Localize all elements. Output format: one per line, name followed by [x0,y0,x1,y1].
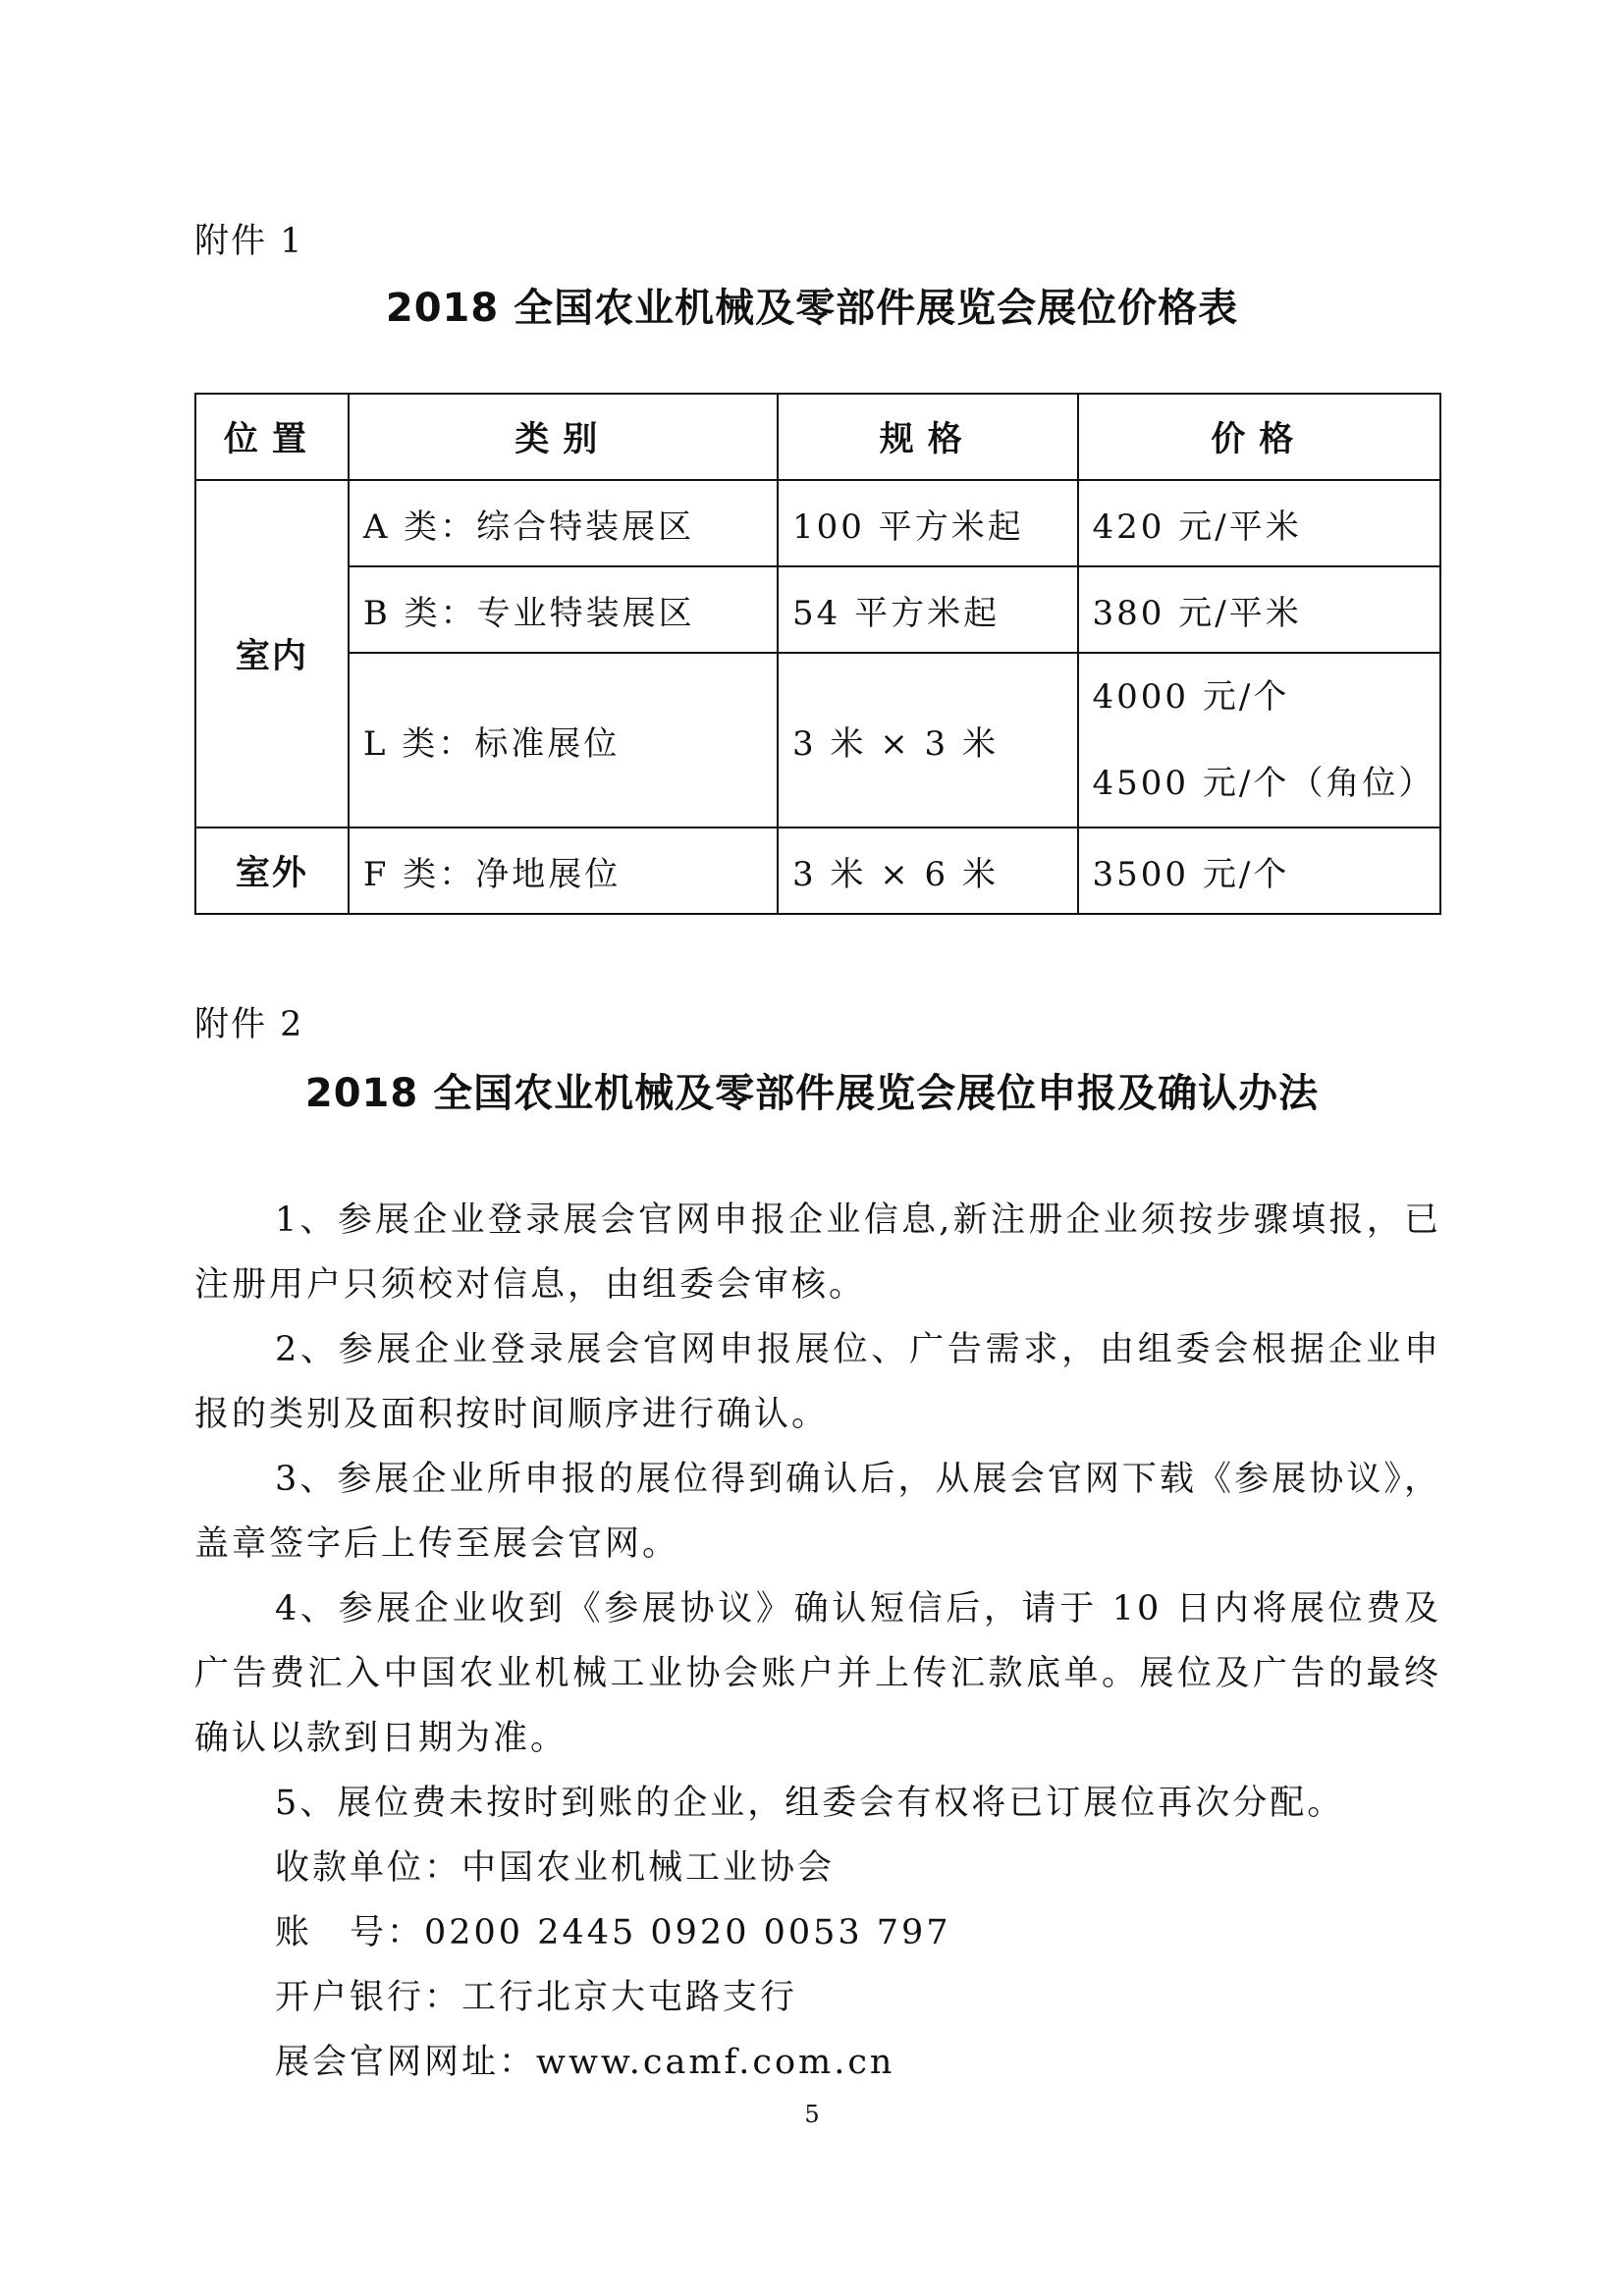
spec-cell: 3 米 × 3 米 [778,653,1078,828]
price-cell: 3500 元/个 [1078,828,1440,914]
attachment-2-label: 附件 2 [194,1005,304,1044]
price-corner: 4500 元/个（角位） [1092,764,1435,803]
procedure-body [194,1188,1441,2095]
header-category: 类别 [349,394,778,480]
rule-paragraph-5: 5、展位费未按时到账的企业，组委会有权将已订展位再次分配。 [275,1784,1345,1823]
price-table [194,393,1441,915]
website-line: 展会官网网址：www.camf.com.cn [275,2043,895,2082]
indoor-label: 室内 [195,480,349,828]
rule-paragraph-3: 3、参展企业所申报的展位得到确认后，从展会官网下载《参展协议》，盖章签字后上传至展会官网。 [194,1460,1441,1564]
bank-line: 开户银行：工行北京大屯路支行 [275,1978,798,2017]
category-cell: A 类：综合特装展区 [349,480,778,566]
price-cell: 380 元/平米 [1078,566,1440,653]
header-price: 价格 [1078,394,1440,480]
price-cell [1078,653,1440,828]
category-cell: B 类：专业特装展区 [349,566,778,653]
spec-cell: 3 米 × 6 米 [778,828,1078,914]
table-row [195,828,1440,914]
price-table-title: 2018 全国农业机械及零部件展览会展位价格表 [385,286,1239,331]
spec-cell: 100 平方米起 [778,480,1078,566]
page-number: 5 [804,2101,820,2128]
outdoor-label: 室外 [195,828,349,914]
rule-paragraph-2: 2、参展企业登录展会官网申报展位、广告需求，由组委会根据企业申报的类别及面积按时间顺序进行确认。 [194,1330,1441,1434]
header-spec: 规格 [778,394,1078,480]
table-row [195,566,1440,653]
table-header-row [195,394,1440,480]
account-line: 账 号：0200 2445 0920 0053 797 [275,1913,951,1952]
attachment-1-label: 附件 1 [194,222,304,261]
spec-cell: 54 平方米起 [778,566,1078,653]
procedure-title: 2018 全国农业机械及零部件展览会展位申报及确认办法 [304,1071,1320,1116]
rule-paragraph-4: 4、参展企业收到《参展协议》确认短信后，请于 10 日内将展位费及广告费汇入中国农业机械工业协会账户并上传汇款底单。展位及广告的最终确认以款到日期为准。 [194,1589,1441,1758]
table-row [195,653,1440,828]
category-cell: F 类：净地展位 [349,828,778,914]
category-cell: L 类：标准展位 [349,653,778,828]
header-location: 位置 [195,394,349,480]
price-standard: 4000 元/个 [1092,677,1290,717]
price-cell: 420 元/平米 [1078,480,1440,566]
table-row [195,480,1440,566]
payee-line: 收款单位：中国农业机械工业协会 [275,1848,836,1888]
rule-paragraph-1: 1、参展企业登录展会官网申报企业信息,新注册企业须按步骤填报，已注册用户只须校对信息，由组委会审核。 [194,1201,1441,1305]
